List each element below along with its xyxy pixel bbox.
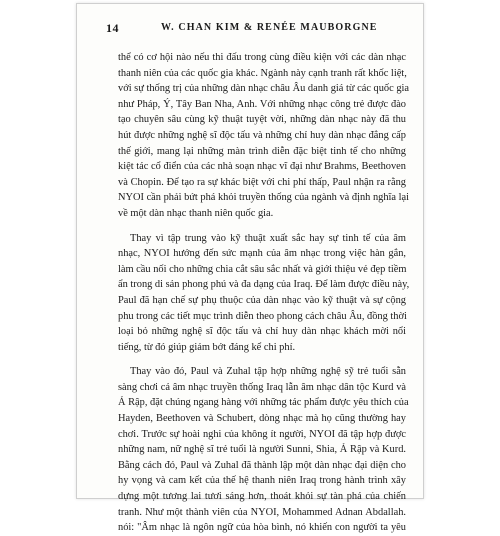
- paragraph-3: [118, 364, 409, 536]
- text-line: Ả Rập, đặt chúng ngang hàng với những tác phẩm được yêu thích của: [118, 397, 409, 409]
- text-line: thanh niên của các quốc gia khác. Ngành này cạnh tranh rất khốc liệt,: [118, 67, 407, 79]
- text-line: về một dàn nhạc thanh niên quốc gia.: [118, 207, 274, 219]
- text-line: nói: "Âm nhạc là ngôn ngữ của hòa bình, nó khiến con người ta yêu: [118, 522, 406, 534]
- text-line: Bằng cách đó, Paul và Zuhal đã thành lập một dàn nhạc đại diện cho: [118, 459, 406, 471]
- body-text: [118, 50, 410, 536]
- paragraph-1: [118, 50, 410, 222]
- book-page: [76, 3, 424, 534]
- header-author: W. CHAN KIM & RENÉE MAUBORGNE: [161, 22, 378, 33]
- paragraph-gap: [118, 355, 406, 364]
- text-line: hy vọng và cam kết của thế hệ thanh niên Iraq trong hành trình xây: [118, 475, 406, 487]
- text-line: hút được những nghệ sĩ độc tấu và những chỉ huy dàn nhạc đẳng cấp: [118, 129, 406, 141]
- text-line: Thay vào đó, Paul và Zuhal tập hợp những nghệ sỹ trẻ tuổi sẵn: [130, 366, 406, 378]
- text-line: sàng chơi cả âm nhạc truyền thống Iraq lẫn âm nhạc dân tộc Kurd và: [118, 381, 406, 393]
- text-line: thế giới, mang lại những màn trình diễn đặc biệt tinh tế cho những: [118, 145, 406, 157]
- text-line: tạo chuyên sâu cùng kỹ thuật tuyệt vời, những dàn nhạc này đã thu: [118, 114, 406, 126]
- text-line: ẩn trong di sản phong phú và đa dạng của Iraq. Để làm được điều này,: [118, 279, 410, 291]
- text-line: loại bỏ những nghệ sĩ độc tấu và chỉ huy dàn nhạc khách mời nổi: [118, 326, 406, 338]
- text-line: những nam, nữ nghệ sĩ trẻ tuổi là người Sunni, Shia, Ả Rập và Kurd.: [118, 444, 406, 456]
- text-line: và Chopin. Để tạo ra sự khác biệt với chi phí thấp, Paul nhận ra rằng: [118, 176, 406, 188]
- text-line: làm cầu nối cho những chia cắt sâu sắc nhất và giới thiệu vẻ đẹp tiềm: [118, 263, 407, 275]
- paragraph-gap: [118, 222, 406, 231]
- page-number: 14: [106, 21, 119, 35]
- text-line: tiếng, từ đó giúp giảm bớt đáng kể chi phí.: [118, 341, 296, 353]
- text-line: Paul đã hạn chế sự phụ thuộc của dàn nhạc vào kỹ thuật và sự cộng: [118, 294, 406, 306]
- paragraph-2: [118, 231, 410, 356]
- text-line: với sự thống trị của những dàn nhạc châu Âu danh giá từ các quốc gia: [118, 83, 410, 95]
- text-line: kiệt tác cổ điển của các nhà soạn nhạc vĩ đại như Brahms, Beethoven: [118, 161, 406, 173]
- text-line: Thay vì tập trung vào kỹ thuật xuất sắc hay sự tinh tế của âm: [130, 232, 406, 244]
- text-line: chơi. Trước sự hoài nghi của không ít người, NYOI đã tập hợp được: [118, 428, 406, 440]
- text-line: nhạc, NYOI hướng đến sức mạnh của âm nhạc trong việc hàn gắn,: [118, 248, 406, 260]
- text-line: tranh. Như một thành viên của NYOI, Mohammed Adnan Abdallah.: [118, 506, 406, 518]
- text-line: thể có cơ hội nào nếu thi đấu trong cùng điều kiện với các dàn nhạc: [118, 52, 406, 63]
- running-header: [106, 21, 406, 35]
- text-line: như Pháp, Ý, Tây Ban Nha, Anh. Với những nhạc công trẻ được đào: [118, 98, 406, 110]
- text-line: phu trong các tiết mục trình diễn theo phong cách châu Âu, đồng thời: [118, 310, 407, 322]
- text-line: dựng một tương lai tươi sáng hơn, thoát khỏi sự tàn phá của chiến: [118, 491, 406, 503]
- text-line: Hayden, Beethoven và Schubert, dòng nhạc mà họ cũng thường hay: [118, 413, 406, 425]
- text-line: NYOI cần phải bứt phá khỏi truyền thống của ngành và định nghĩa lại: [118, 192, 410, 204]
